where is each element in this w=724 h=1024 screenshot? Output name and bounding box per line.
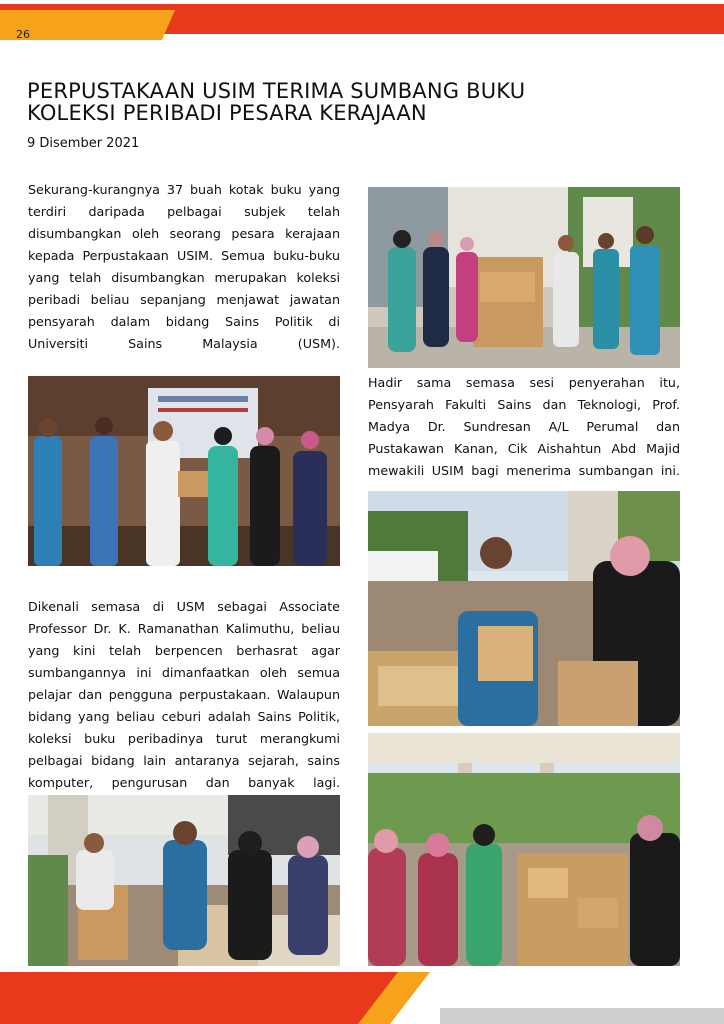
article-date: 9 Disember 2021 <box>27 136 140 151</box>
bottom-banner <box>0 968 724 1024</box>
photo-unloading-boxes <box>28 795 340 966</box>
title-line-2: KOLEKSI PERIBADI PESARA KERAJAAN <box>27 101 427 125</box>
top-banner <box>0 0 724 40</box>
paragraph-intro: Sekurang-kurangnya 37 buah kotak buku yang terdiri daripada pelbagai subjek telah disumbangkan oleh seorang pesara kerajaan kepada Perpustakaan USIM. Semua buku-buku yang telah disumbangkan merupakan koleksi peribadi beliau sepanjang menjawat jawatan pensyarah dalam bidang Sains Politik di Universiti Sains Malaysia (USM). <box>28 182 340 351</box>
paragraph-donor: Dikenali semasa di USM sebagai Associate Professor Dr. K. Ramanathan Kalimuthu, beliau yang kini telah berpencen berhasrat agar sumbangannya ini dimanfaatkan oleh semua pelajar dan pengguna perpustakaan. Walaupun bidang yang beliau ceburi adalah Sains Politik, koleksi buku peribadinya turut merangkumi pelbagai bidang lain antaranya sejarah, sains komputer, pengurusan dan banyak lagi. <box>28 599 340 790</box>
photo-group-with-boxes <box>368 187 680 368</box>
article-title <box>27 80 687 124</box>
photo-carrying-box <box>368 491 680 726</box>
title-line-1: PERPUSTAKAAN USIM TERIMA SUMBANG BUKU <box>27 79 526 103</box>
photo-women-with-boxes <box>368 733 680 966</box>
paragraph-attendees: Hadir sama semasa sesi penyerahan itu, Pensyarah Fakulti Sains dan Teknologi, Prof. Madya Dr. Sundresan A/L Perumal dan Pustakawan Kanan, Cik Aishahtun Abd Majid mewakili USIM bagi menerima sumbangan ini. <box>368 375 680 478</box>
photo-indoor-handover <box>28 376 340 566</box>
page-number: 26 <box>16 28 30 41</box>
